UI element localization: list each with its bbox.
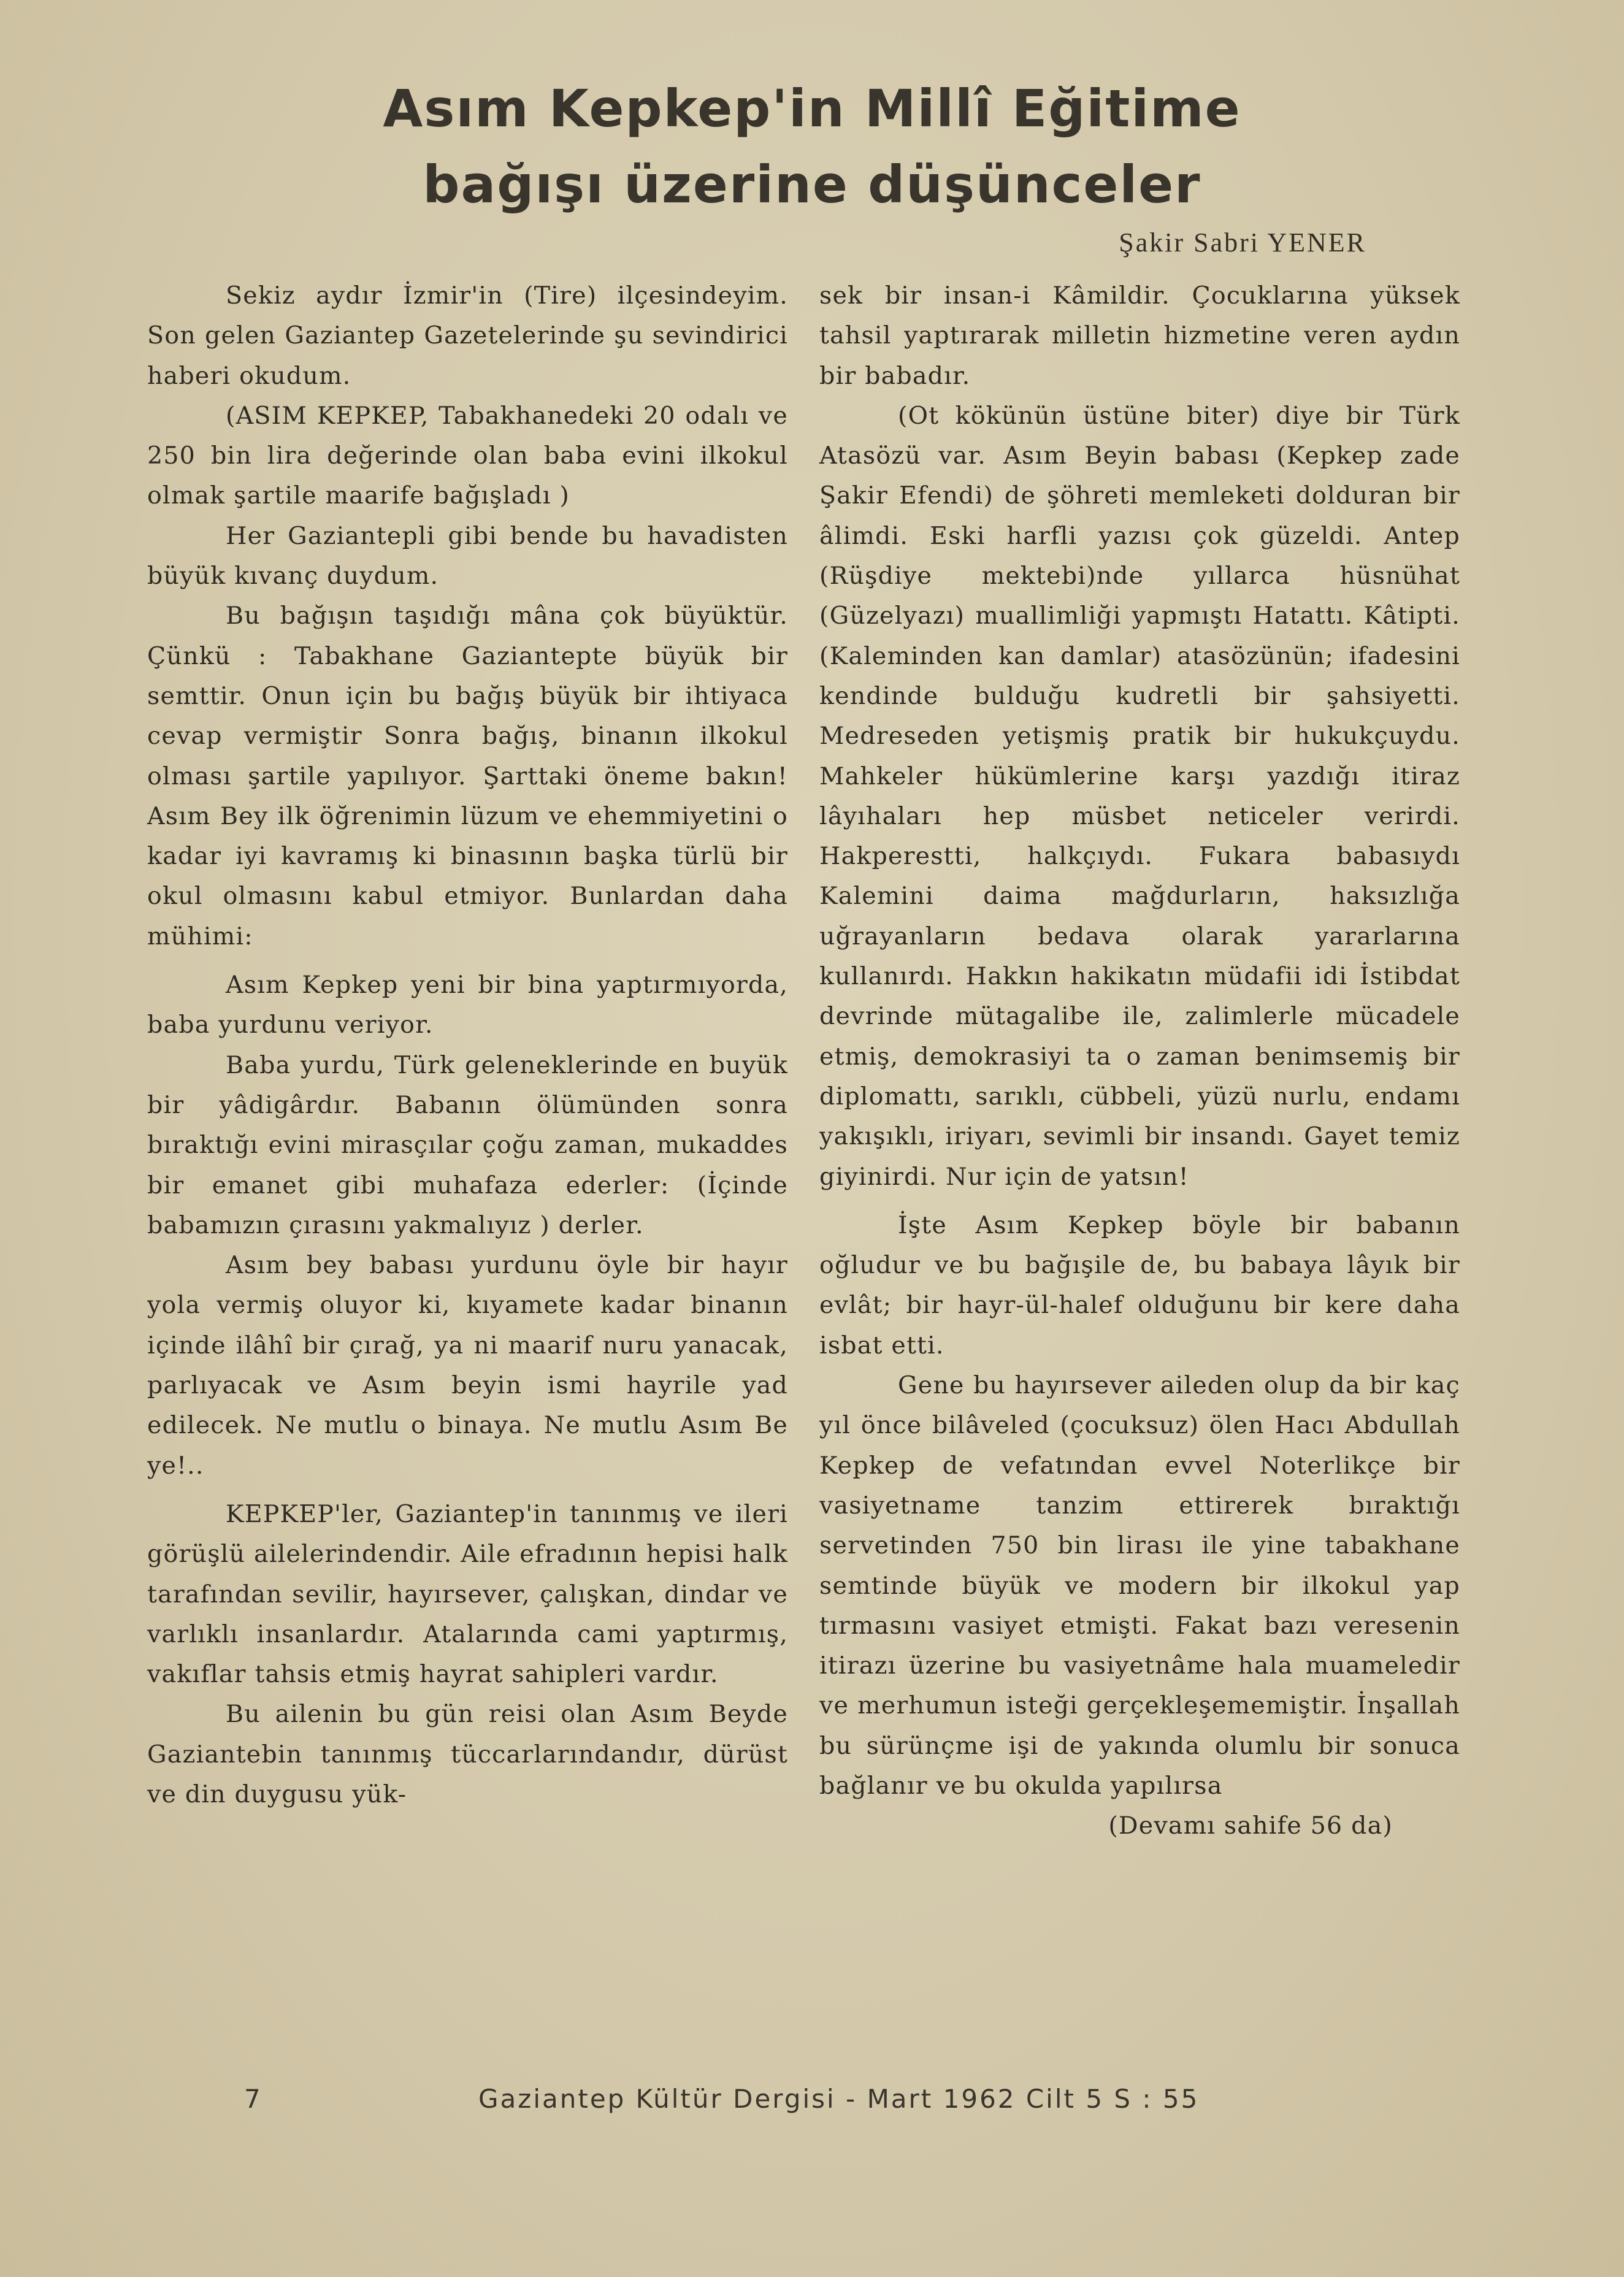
paragraph: KEPKEP'ler, Gaziantep'in tanınmış ve ileri görüşlü ailelerindendir. Aile efradının hepisi halk tarafından sevilir, hayırsever, çalışkan, dindar ve varlıklı insanlardır. Atalarında cami yaptırmış, vakıflar tahsis etmiş hayrat sahipleri vardır. — [147, 1499, 788, 1689]
paragraph: Bu bağışın taşıdığı mâna çok büyüktür. Çünkü : Tabakhane Gaziantepte büyük bir semttir. Onun için bu bağış büyük bir ihtiyaca cevap vermiştir Sonra bağış, binanın ilkokul olması şartile yapılıyor. Şarttaki öneme bakın! Asım Bey ilk öğrenimin lüzum ve ehemmiyetini o kadar iyi kavramış ki binasının başka türlü bir okul olmasını kabul etmiyor. Bunlardan daha mühimi: — [147, 602, 788, 951]
paragraph: Sekiz aydır İzmir'in (Tire) ilçesindeyim. Son gelen Gaziantep Gazetelerinde şu sevindirici haberi okudum. — [147, 281, 788, 390]
paragraph: (ASIM KEPKEP, Tabakhanedeki 20 odalı ve 250 bin lira değerinde olan baba evini ilkokul olmak şartile maarife bağışladı ) — [147, 401, 788, 510]
article-title-line-2: bağışı üzerine düşünceler — [423, 155, 1201, 215]
paragraph: Asım Kepkep yeni bir bina yaptırmıyorda, baba yurdunu veriyor. — [147, 971, 788, 1039]
paragraph: Asım bey babası yurdunu öyle bir hayır yola vermiş oluyor ki, kıyamete kadar binanın içinde ilâhî bir çırağ, ya ni maarif nuru yanacak, parlıyacak ve Asım beyin ismi hayrile yad edilecek. Ne mutlu o binaya. Ne mutlu Asım Be ye!.. — [147, 1251, 788, 1480]
publication-info: Gaziantep Kültür Dergisi - Mart 1962 Cilt 5 S : 55 — [478, 2084, 1200, 2114]
paragraph: Her Gaziantepli gibi bende bu havadisten büyük kıvanç duydum. — [147, 521, 788, 591]
paragraph: Baba yurdu, Türk geleneklerinde en buyük bir yâdigârdır. Babanın ölümünden sonra bıraktığı evini mirasçılar çoğu zaman, mukaddes bir emanet gibi muhafaza ederler: (İçinde babamızın çırasını yakmalıyız ) derler. — [147, 1050, 788, 1239]
right-column — [819, 276, 1460, 1846]
continuation-note: (Devamı sahife 56 da) — [1108, 1812, 1393, 1840]
paragraph: Bu ailenin bu gün reisi olan Asım Beyde Gaziantebin tanınmış tüccarlarındandır, dürüst ve din duygusu yük- — [147, 1700, 788, 1808]
page-number: 7 — [244, 2084, 262, 2114]
paragraph: İşte Asım Kepkep böyle bir babanın oğludur ve bu bağışile de, bu babaya lâyık bir evlât; bir hayr-ül-halef olduğunu bir kere daha isbat etti. — [819, 1211, 1460, 1360]
paragraph: Gene bu hayırsever aileden olup da bir kaç yıl önce bilâveled (çocuksuz) ölen Hacı Abdullah Kepkep de vefatından evvel Noterlikçe bir vasiyetname tanzim ettirerek bıraktığı servetinden 750 bin lirası ile yine tabakhane semtinde büyük ve modern bir ilkokul yap tırmasını vasiyet etmişti. Fakat bazı veresenin itirazı üzerine bu vasiyetnâme hala muameledir ve merhumun isteği gerçekleşememiştir. İnşallah bu sürünçme işi de yakında olumlu bir sonuca bağlanır ve bu okulda yapılırsa — [819, 1371, 1460, 1800]
left-column — [147, 276, 788, 1815]
article-title-line-1: Asım Kepkep'in Millî Eğitime — [383, 78, 1241, 139]
article-author: Şakir Sabri YENER — [1119, 228, 1366, 258]
paragraph: sek bir insan-i Kâmildir. Çocuklarına yüksek tahsil yaptırarak milletin hizmetine veren aydın bir babadır. — [819, 281, 1460, 390]
paragraph: (Ot kökünün üstüne biter) diye bir Türk Atasözü var. Asım Beyin babası (Kepkep zade Şakir Efendi) de şöhreti memleketi dolduran bir âlimdi. Eski harfli yazısı çok güzeldi. Antep (Rüşdiye mektebi)nde yıllarca hüsnühat (Güzelyazı) muallimliği yapmıştı Hatattı. Kâtipti. (Kaleminden kan damlar) atasözünün; ifadesini kendinde bulduğu kudretli bir şahsiyetti. Medreseden yetişmiş pratik bir hukukçuydu. Mahkeler hükümlerine karşı yazdığı itiraz lâyıhaları hep müsbet neticeler verirdi. Hakperestti, halkçıydı. Fukara babasıydı Kalemini daima mağdurların, haksızlığa uğrayanların bedava olarak yararlarına kullanırdı. Hakkın hakikatın müdafii idi İstibdat devrinde mütagalibe ile, zalimlerle mücadele etmiş, demokrasiyi ta o zaman benimsemiş bir diplomattı, sarıklı, cübbeli, yüzü nurlu, endamı yakışıklı, iriyarı, sevimli bir insandı. Gayet temiz giyinirdi. Nur için de yatsın! — [819, 401, 1460, 1191]
